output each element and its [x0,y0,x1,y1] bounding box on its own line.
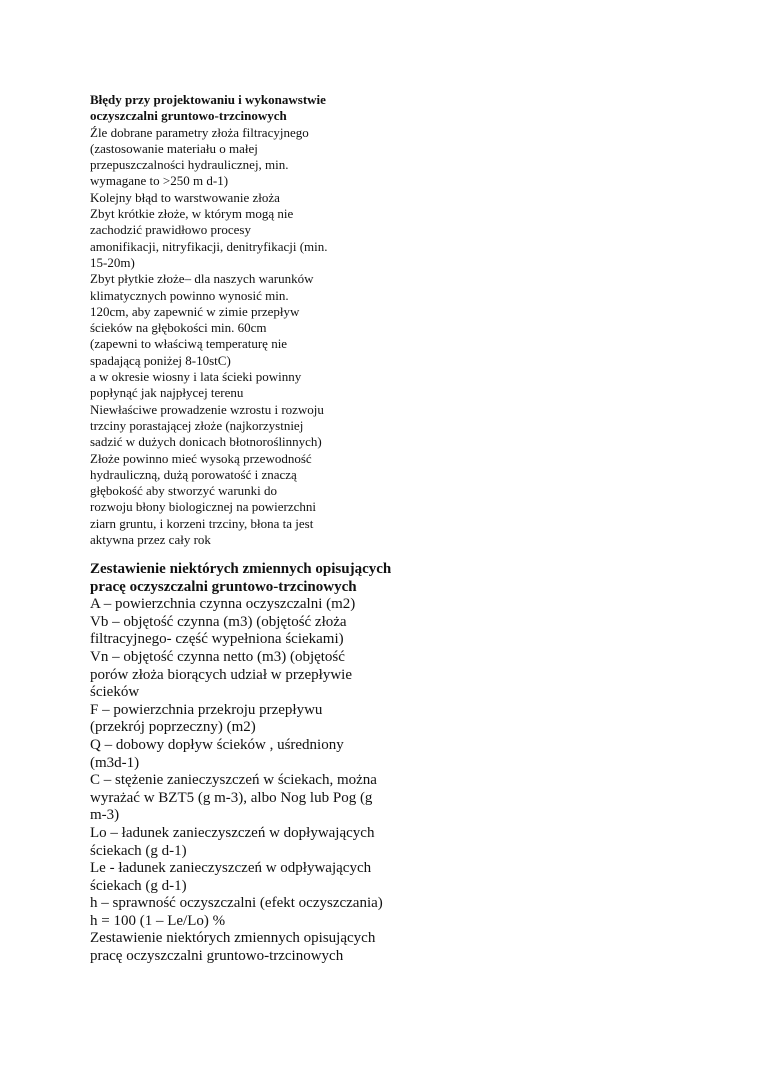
text-line: F – powierzchnia przekroju przepływu [90,701,323,718]
text-line: m-3) [90,807,120,824]
text-line: spadającą poniżej 8-10stC) [90,352,231,368]
text-line: popłynąć jak najpłycej terenu [90,385,244,401]
section-design-errors [90,92,410,548]
text-line: Q – dobowy dopływ ścieków , uśredniony [90,736,344,753]
text-line: zachodzić prawidłowo procesy [90,222,251,238]
text-line: (m3d-1) [90,754,140,771]
text-line: Źle dobrane parametry złoża filtracyjnego [90,124,309,140]
text-line: (przekrój poprzeczny) (m2) [90,719,256,736]
text-line: filtracyjnego- część wypełniona ściekami) [90,631,344,648]
text-line: Kolejny błąd to warstwowanie złoża [90,189,280,205]
text-line: Niewłaściwe prowadzenie wzrostu i rozwoju [90,401,324,417]
text-line: ściekach (g d-1) [90,877,187,894]
text-line: Zbyt płytkie złoże– dla naszych warunków [90,271,314,287]
text-line: 15-20m) [90,254,135,270]
text-line: C – stężenie zanieczyszczeń w ściekach, można [90,772,377,789]
text-line: a w okresie wiosny i lata ścieki powinny [90,369,302,385]
text-line: Le - ładunek zanieczyszczeń w odpływających [90,860,372,877]
text-line: h – sprawność oczyszczalni (efekt oczyszczania) [90,895,383,912]
section-heading: pracę oczyszczalni gruntowo-trzcinowych [90,578,357,595]
text-line: wymagane to >250 m d-1) [90,173,229,189]
section-heading: oczyszczalni gruntowo-trzcinowych [90,108,287,124]
text-line: klimatycznych powinno wynosić min. [90,287,289,303]
text-line: Vn – objętość czynna netto (m3) (objętość [90,648,345,665]
text-line: przepuszczalności hydraulicznej, min. [90,157,289,173]
text-line: porów złoża biorących udział w przepływie [90,666,352,683]
text-line: 120cm, aby zapewnić w zimie przepływ [90,303,300,319]
text-line: sadzić w dużych donicach błotnoroślinnych) [90,434,322,450]
section-heading: Błędy przy projektowaniu i wykonawstwie [90,92,326,107]
text-line: ziarn gruntu, i korzeni trzciny, błona ta jest [90,515,314,531]
text-line: wyrażać w BZT5 (g m-3), albo Nog lub Pog (g [90,789,373,806]
text-line: aktywna przez cały rok [90,532,211,548]
section-variables [90,561,420,966]
text-line: Zestawienie niektórych zmiennych opisujących [90,930,376,947]
text-line: (zapewni to właściwą temperaturę nie [90,336,288,352]
text-line: rozwoju błony biologicznej na powierzchni [90,499,316,515]
text-line: Vb – objętość czynna (m3) (objętość złoża [90,613,347,630]
text-line: pracę oczyszczalni gruntowo-trzcinowych [90,948,344,965]
text-line: (zastosowanie materiału o małej [90,140,258,156]
text-line: h = 100 (1 – Le/Lo) % [90,912,226,929]
text-line: ścieków na głębokości min. 60cm [90,320,267,336]
section-heading: Zestawienie niektórych zmiennych opisujących [90,561,392,577]
text-line: Złoże powinno mieć wysoką przewodność [90,450,312,466]
text-line: Zbyt krótkie złoże, w którym mogą nie [90,206,294,222]
text-line: ściekach (g d-1) [90,842,187,859]
text-line: głębokość aby stworzyć warunki do [90,483,278,499]
text-line: ścieków [90,684,140,701]
text-line: trzciny porastającej złoże (najkorzystniej [90,417,304,433]
text-line: hydrauliczną, dużą porowatość i znaczą [90,466,297,482]
text-line: Lo – ładunek zanieczyszczeń w dopływających [90,824,375,841]
text-line: A – powierzchnia czynna oczyszczalni (m2) [90,596,356,613]
text-line: amonifikacji, nitryfikacji, denitryfikacji (min. [90,238,328,254]
